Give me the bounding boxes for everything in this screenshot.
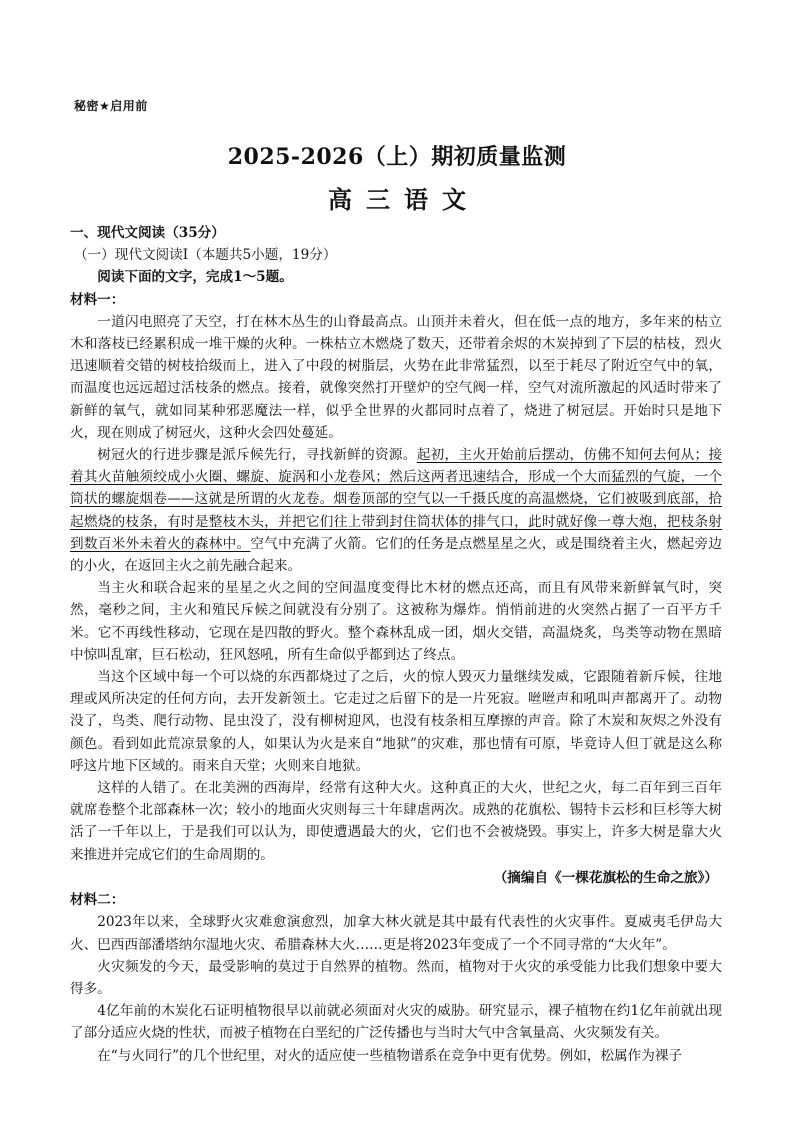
exam-content: [70, 222, 722, 1067]
paragraph-text: 空气中充满了火箭。它们的任务是点燃星星之火，或是围绕着主火，燃起旁边的小火，在返回主火之前先融合起来。: [70, 535, 723, 575]
section-heading: 一、现代文阅读（35分）: [70, 225, 225, 241]
subject-title: 高三语文: [328, 185, 480, 214]
material-one-source: （摘编自《一棵花旗松的生命之旅》）: [493, 869, 718, 886]
material-one-paragraph: 一道闪电照亮了天空，打在林木丛生的山脊最高点。山顶并未着火，但在低一点的地方，多年来的枯立木和落枝已经累积成一堆干燥的火种。一株枯立木燃烧了数天，还带着余烬的木炭掉到了下层的枯枝，烈火迅速顺着交错的树枝拾级而上，进入了中段的树脂层，火势在此非常猛烈，以至于耗尽了附近空气中的氧，而温度也远远超过活枝条的燃点。接着，就像突然打开壁炉的空气阀一样，空气对流所激起的风适时带来了新鲜的氧气，就如同某种邪恶魔法一样，似乎全世界的火都同时点着了，烧进了树冠层。开始时只是地下火，现在则成了树冠火，这种火会四处蔓延。: [70, 313, 722, 441]
material-two-paragraph: 在“与火同行”的几个世纪里，对火的适应使一些植物谱系在竞争中更有优势。例如，松属作为裸子: [97, 1047, 683, 1064]
underlined-passage: 起初，主火开始前后摆动，仿佛不知何去何从；接着其火苗触须绞成小火圈、螺旋、旋涡和小龙卷风；然后这两者迅速结合，形成一个大而猛烈的气旋，一个筒状的螺旋烟卷——这就是所谓的火龙卷。烟卷顶部的空气以一千摄氏度的高温燃烧，它们被吸到底部，拾起燃烧的枝条，有时是整枝木头，并把它们往上带到封住筒状体的排气口，此时就好像一尊大炮，把枝条射到数百米外未着火的森林中。: [70, 447, 722, 552]
material-two-paragraph: 4亿年前的木炭化石证明植物很早以前就必须面对火灾的威胁。研究显示，裸子植物在约1亿年前就出现了部分适应火烧的性状，而被子植物在白垩纪的广泛传播也与当时大气中含氧量高、火灾频发有关。: [70, 1003, 722, 1042]
material-one-paragraph: [70, 444, 722, 577]
sub-section-heading: （一）现代文阅读Ⅰ（本题共5小题，19分）: [74, 247, 337, 264]
material-two-label: 材料二：: [70, 892, 125, 909]
material-two-paragraph: 2023年以来，全球野火灾难愈演愈烈，加拿大林火就是其中最有代表性的火灾事件。夏威夷毛伊岛大火、巴西西部潘塔纳尔湿地火灾、希腊森林大火……更是将2023年变成了一个不同寻常的“大火年”。: [70, 914, 722, 953]
material-one-paragraph: 当主火和联合起来的星星之火之间的空间温度变得比木材的燃点还高，而且有风带来新鲜氧气时，突然，毫秒之间，主火和殖民斥候之间就没有分别了。这被称为爆炸。悄悄前进的火突然占据了一百平方千米。它不再线性移动，它现在是四散的野火。整个森林乱成一团，烟火交错，高温烧炙，鸟类等动物在黑暗中惊叫乱窜，巨石松动，狂风怒吼，所有生命似乎都到达了终点。: [70, 580, 722, 663]
material-one-paragraph: 这样的人错了。在北美洲的西海岸，经常有这种大火。这种真正的大火，世纪之火，每二百年到三百年就席卷整个北部森林一次；较小的地面火灾则每三十年肆虐两次。成熟的花旗松、锡特卡云杉和巨杉等大树活了一千年以上，于是我们可以认为，即使遭遇最大的火，它们也不会被烧毁。事实上，许多大树是靠大火来推进并完成它们的生命周期的。: [70, 780, 722, 863]
reading-instruction: 阅读下面的文字，完成1～5题。: [97, 269, 293, 286]
paragraph-text: 树冠火的行进步骤是派斥候先行，寻找新鲜的资源。: [97, 447, 417, 464]
exam-title: 2025-2026（上）期初质量监测: [227, 144, 567, 170]
secret-label: 秘密★启用前: [74, 99, 148, 113]
material-one-paragraph: 当这个区域中每一个可以烧的东西都烧过了之后，火的惊人毁灭力量继续发威，它跟随着新斥候，往地理或风所决定的任何方向，去开发新领土。它走过之后留下的是一片死寂。咝咝声和吼叫声都离开了。动物没了，鸟类、爬行动物、昆虫没了，没有柳树迎风，也没有枝条相互摩擦的声音。除了木炭和灰烬之外没有颜色。看到如此荒凉景象的人，如果认为火是来自“地狱”的灾难，那也情有可原，毕竟诗人但丁就是这么称呼这片地下区域的。雨来自天堂；火则来自地狱。: [70, 669, 722, 774]
material-one-label: 材料一：: [70, 291, 125, 308]
material-two-paragraph: 火灾频发的今天，最受影响的莫过于自然界的植物。然而，植物对于火灾的承受能力比我们想象中要大得多。: [70, 958, 722, 997]
